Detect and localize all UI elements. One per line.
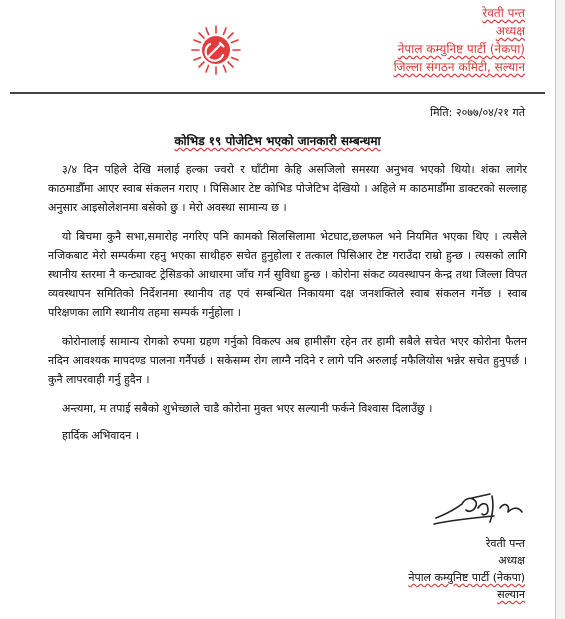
signatory-party: नेपाल कम्युनिष्ट पार्टी (नेकपा) [408, 571, 525, 584]
letter-date: मिति: २०७७/०४/२१ गते [430, 106, 525, 119]
letterhead-party: नेपाल कम्युनिष्ट पार्टी (नेकपा) [397, 42, 525, 56]
paragraph: ३/४ दिन पहिले देखि मलाई हल्का ज्वरो र घाँटीमा केहि असजिलो समस्या अनुभव भएको थियो। शंका लागेर काठमाडौँमा आएर स्वाब संकलन गराए । पिसिआर टेष्ट कोभिड पोजेटिभ देखियो । अहिले म काठमाडौँमा डाक्टरको सल्लाह अनुसार आइसोलेशनमा बसेको छु । मेरो अवस्था सामान्य छ । [48, 163, 527, 214]
signatory-designation: अध्यक्ष [498, 554, 525, 567]
party-emblem-icon [190, 24, 242, 76]
signatory-name: रेवती पन्त [485, 537, 525, 550]
header-divider [10, 92, 545, 94]
letter-body [48, 160, 527, 455]
subject-text: कोभिड १९ पोजेटिभ भएको जानकारी सम्बन्धमा [174, 134, 381, 148]
letterhead-designation: अध्यक्ष [495, 24, 525, 38]
paragraph: अन्त्यमा, म तपाई सबैको शुभेच्छाले चाडै कोरोना मुक्त भएर सल्यानी फर्कने विश्वास दिलाउँछु । [62, 402, 433, 415]
letterhead-name: रेवती पन्त [482, 6, 525, 20]
signature-mark [432, 488, 527, 530]
letterhead-committee: जिल्ला संगठन कमिटी, सल्यान [393, 60, 525, 74]
closing-greeting: हार्दिक अभिवादन । [62, 429, 139, 442]
signatory-place: सल्यान [497, 588, 525, 601]
paragraph: कोरोनालाई सामान्य रोगको रुपमा ग्रहण गर्नुको विकल्प अब हामीसँग रहेन तर हामी सबैले सचेत भएर कोरोना फैलन नदिन आवश्यक मापदण्ड पालना गर्नैपर्छ । सकेसम्म रोग लाग्नै नदिने र लागे पनि अरुलाई नफैलियोस भन्नेर सचेत हुनुपर्छ । कुनै लापरवाही गर्नु हुदैन । [48, 335, 527, 386]
paragraph: यो बिचमा कुनै सभा,समारोह नगरिए पनि कामको सिलसिलामा भेटघाट,छलफल भने नियमित भएका थिए । त्यसैले नजिकबाट मेरो सम्पर्कमा रहनु भएका साथीहरु सचेत हुनुहोला र तत्काल पिसिआर टेष्ट गराउँदा राम्रो हुन्छ । त्यसको लागि स्थानीय स्तरमा नै कन्ट्याक्ट ट्रेसिङको आधारमा जाँच गर्न सुविधा हुन्छ । कोरोना संकट व्यवस्थापन केन्द्र तथा जिल्ला विपत व्यवस्थापन समितिको निर्देशनमा स्थानीय तह एवं सम्बन्धित निकायमा दक्ष जनशक्तिले स्वाब संकलन गर्नेछ । स्वाब परिक्षणका लागि स्थानीय तहमा सम्पर्क गर्नुहोला । [48, 230, 527, 319]
signature-block [408, 535, 525, 603]
letter-subject [0, 133, 555, 149]
letterhead [394, 4, 525, 76]
